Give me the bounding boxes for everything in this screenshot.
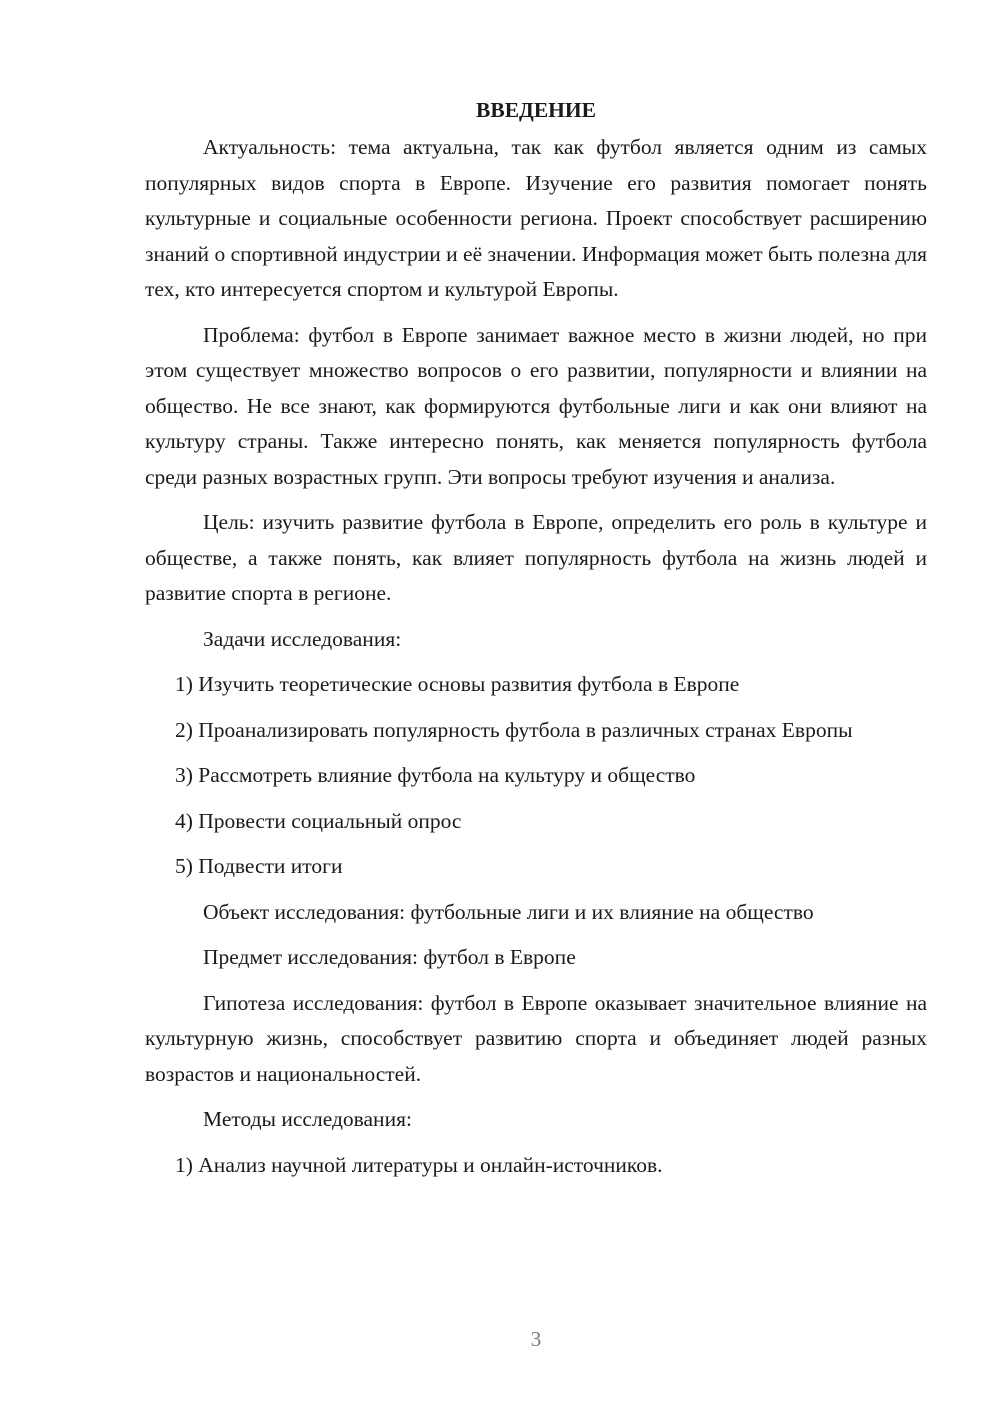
task-item-1: 1) Изучить теоретические основы развития футбола в Европе [175,672,740,696]
methods-heading: Методы исследования: [203,1107,412,1131]
page-number: 3 [530,1327,542,1351]
goal-paragraph: Цель: изучить развитие футбола в Европе, определить его роль в культуре и обществе, а также понять, как влияет популярность футбола на жизнь людей и развитие спорта в регионе. [145,510,927,605]
problem-paragraph: Проблема: футбол в Европе занимает важное место в жизни людей, но при этом существует множество вопросов о его развитии, популярности и влиянии на общество. Не все знают, как формируются футбольные лиги и как они влияют на культуру страны. Также интересно понять, как меняется популярность футбола среди разных возрастных групп. Эти вопросы требуют изучения и анализа. [145,322,927,489]
task-item-2: 2) Проанализировать популярность футбола в различных странах Европы [175,717,853,742]
method-item-1: 1) Анализ научной литературы и онлайн-источников. [175,1152,663,1177]
section-title: ВВЕДЕНИЕ [476,98,596,122]
task-item-3: 3) Рассмотреть влияние футбола на культуру и общество [175,763,696,787]
task-item-4: 4) Провести социальный опрос [175,808,462,833]
object-paragraph: Объект исследования: футбольные лиги и их влияние на общество [203,899,814,924]
document-page [145,92,927,1193]
hypothesis-paragraph: Гипотеза исследования: футбол в Европе оказывает значительное влияние на культурную жизнь, способствует развитию спорта и объединяет людей разных возрастов и национальностей. [145,990,927,1086]
tasks-heading: Задачи исследования: [203,626,402,651]
subject-paragraph: Предмет исследования: футбол в Европе [203,945,576,969]
relevance-paragraph: Актуальность: тема актуальна, так как футбол является одним из самых популярных видов спорта в Европе. Изучение его развития помогает понять культурные и социальные особенности региона. Проект способствует расширению знаний о спортивной индустрии и её значении. Информация может быть полезна для тех, кто интересуется спортом и культурой Европы. [145,135,927,301]
task-item-5: 5) Подвести итоги [175,854,343,878]
